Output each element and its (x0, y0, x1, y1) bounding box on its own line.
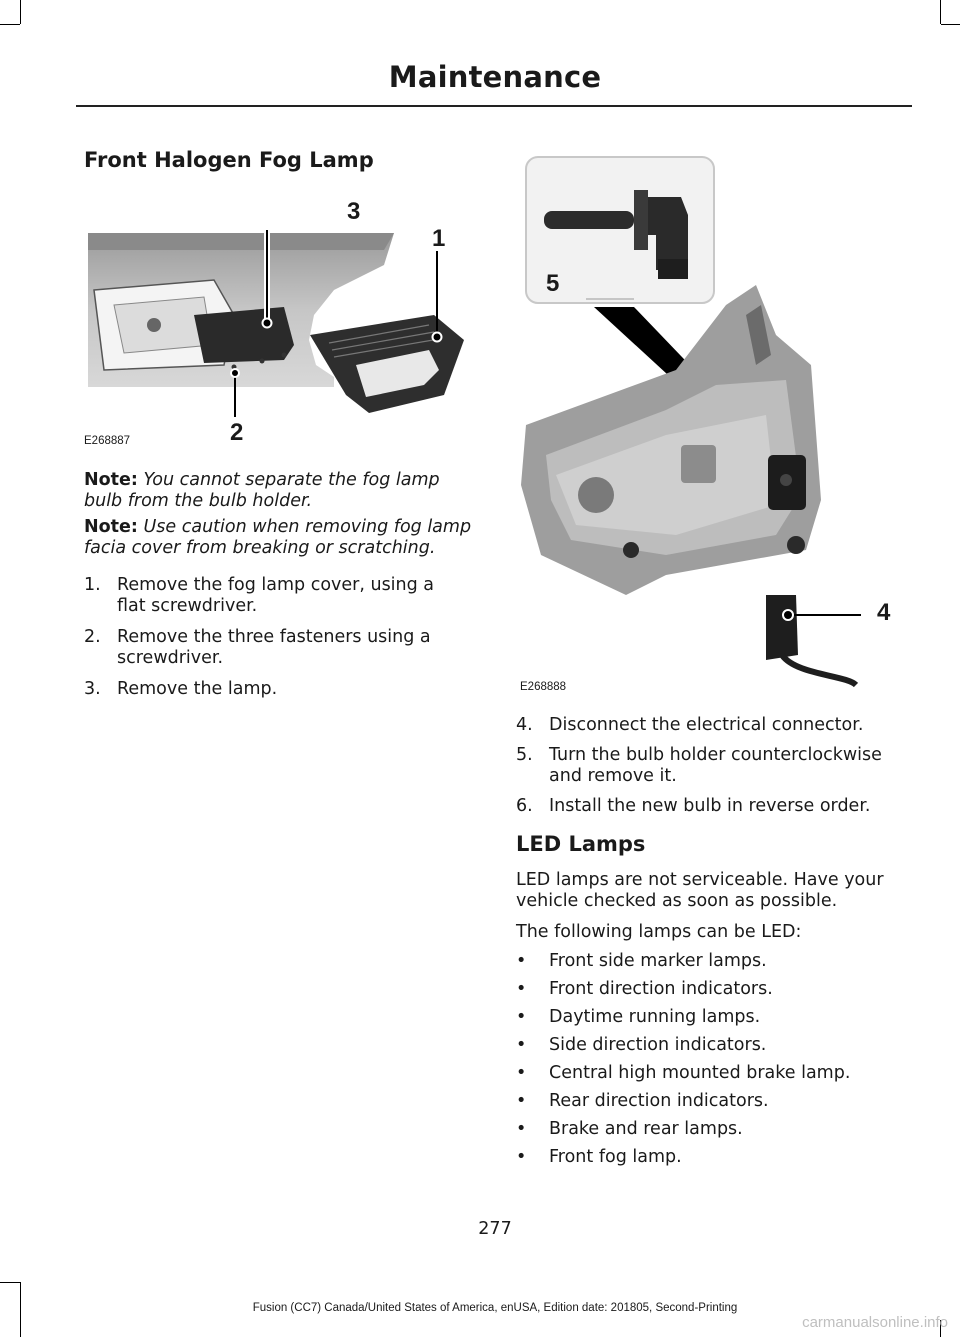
step-number: 3. (84, 679, 101, 699)
note-text: You cannot separate the fog lamp bulb from the bulb holder. (84, 470, 440, 511)
step-text: Disconnect the electrical connector. (549, 715, 864, 735)
list-item (516, 1063, 912, 1084)
step-text: Remove the lamp. (117, 679, 278, 699)
bullet: • (516, 1147, 527, 1167)
led-intro-paragraph: The following lamps can be LED: (516, 922, 802, 942)
step-item (516, 796, 912, 817)
note-text: Use caution when removing fog lamp facia cover from breaking or scratching. (84, 517, 472, 558)
step-number: 4. (516, 715, 533, 735)
step-item (516, 715, 912, 736)
step-text: Install the new bulb in reverse order. (549, 796, 871, 816)
bullet: • (516, 1035, 527, 1055)
led-section-title: LED Lamps (516, 832, 646, 856)
list-item-text: Rear direction indicators. (549, 1091, 769, 1111)
bulb-holder-illustration (516, 155, 912, 700)
note-caution-facia (84, 517, 479, 559)
footer-edition: Fusion (CC7) Canada/United States of America, enUSA, Edition date: 201805, Second-Printing (252, 1302, 738, 1314)
bullet: • (516, 1063, 527, 1083)
list-item-text: Brake and rear lamps. (549, 1119, 743, 1139)
list-item (516, 1119, 912, 1140)
step-number: 5. (516, 745, 533, 765)
step-number: 2. (84, 627, 101, 647)
callout-2: 2 (230, 419, 244, 446)
step-item (84, 627, 464, 669)
bullet: • (516, 1119, 527, 1139)
callout-4: 4 (877, 599, 891, 626)
fog-steps-list (84, 575, 464, 700)
note-label: Note: (84, 517, 138, 537)
list-item-text: Front side marker lamps. (549, 951, 767, 971)
step-item (84, 575, 464, 617)
step-text: Remove the fog lamp cover, using a flat screwdriver. (117, 575, 435, 616)
step-number: 6. (516, 796, 533, 816)
step-number: 1. (84, 575, 101, 595)
callout-5: 5 (546, 270, 560, 297)
page-number: 277 (478, 1219, 512, 1239)
bullet: • (516, 1091, 527, 1111)
callout-3: 3 (347, 198, 361, 225)
figure-code: E268888 (520, 681, 567, 693)
step-item (84, 679, 464, 700)
page-header-title: Maintenance (388, 60, 602, 94)
list-item (516, 1035, 912, 1056)
crop-mark (941, 24, 960, 25)
step-item (516, 745, 912, 787)
list-item (516, 979, 912, 1000)
list-item-text: Side direction indicators. (549, 1035, 767, 1055)
watermark: carmanualsonline.info (802, 1314, 948, 1331)
note-separate-bulb (84, 470, 479, 512)
led-paragraph: LED lamps are not serviceable. Have your vehicle checked as soon as possible. (516, 870, 884, 911)
list-item (516, 1147, 912, 1168)
header-rule (76, 105, 912, 107)
list-item-text: Daytime running lamps. (549, 1007, 761, 1027)
fog-lamp-figure (84, 195, 484, 450)
crop-mark (0, 24, 20, 25)
list-item-text: Central high mounted brake lamp. (549, 1063, 851, 1083)
list-item (516, 1091, 912, 1112)
crop-mark (20, 0, 21, 24)
callout-1: 1 (432, 225, 446, 252)
bulb-holder-figure (516, 155, 912, 700)
list-item-text: Front fog lamp. (549, 1147, 682, 1167)
bullet: • (516, 979, 527, 999)
list-item-text: Front direction indicators. (549, 979, 773, 999)
fog-section-title: Front Halogen Fog Lamp (84, 148, 374, 172)
note-label: Note: (84, 470, 138, 490)
step-text: Turn the bulb holder counterclockwise and remove it. (549, 745, 882, 786)
bullet: • (516, 1007, 527, 1027)
bulb-steps-list (516, 715, 912, 817)
bullet: • (516, 951, 527, 971)
step-text: Remove the three fasteners using a screwdriver. (117, 627, 431, 668)
list-item (516, 951, 912, 972)
crop-mark (940, 0, 941, 24)
fog-lamp-illustration (84, 195, 484, 450)
list-item (516, 1007, 912, 1028)
figure-code: E268887 (84, 435, 131, 447)
crop-mark (0, 1282, 20, 1283)
led-lamps-list (516, 951, 912, 1168)
